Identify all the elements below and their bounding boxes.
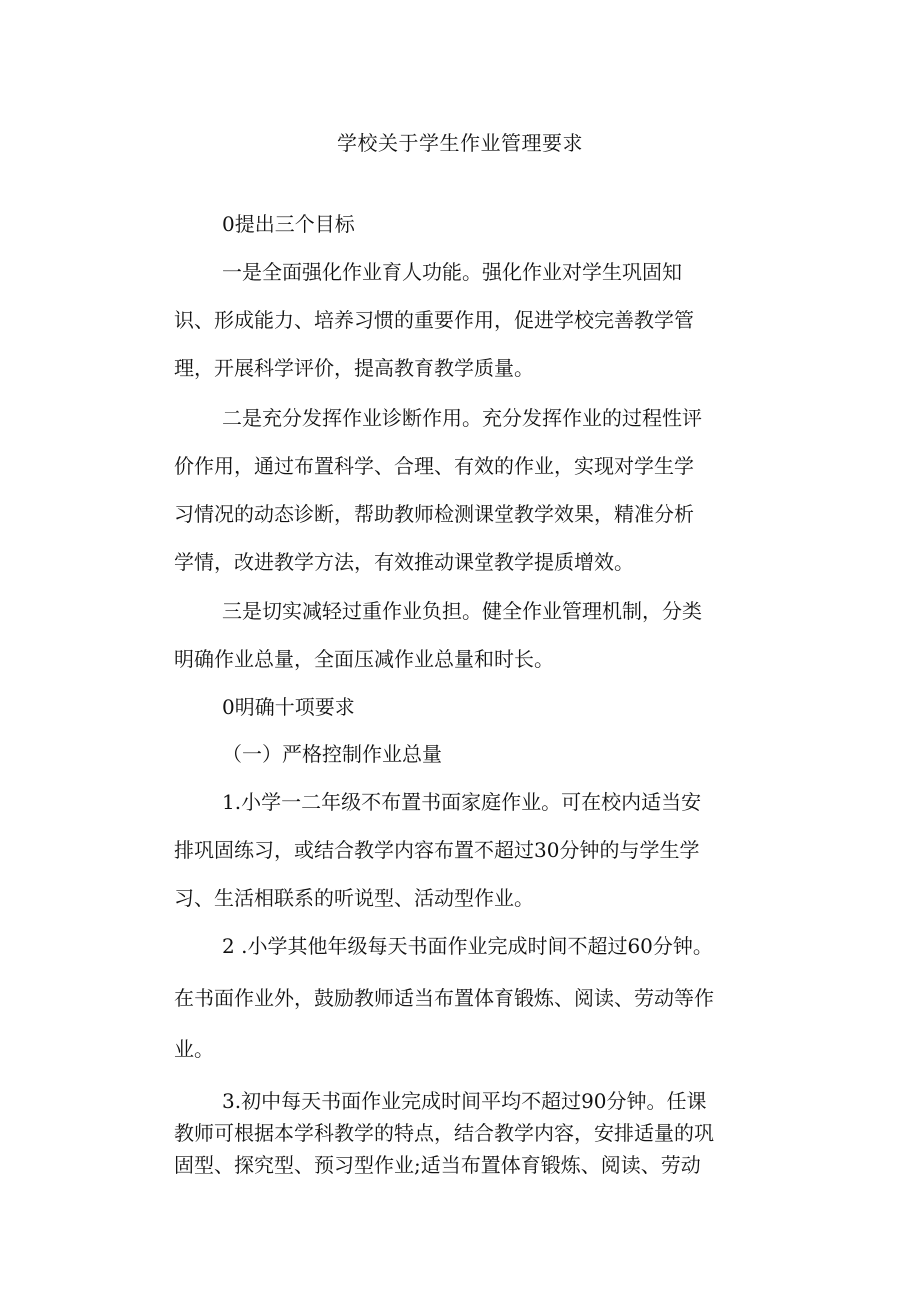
paragraph-line: 在书面作业外，鼓励教师适当布置体育锻炼、阅读、劳动等作	[174, 986, 714, 1010]
paragraph-line: 习情况的动态诊断，帮助教师检测课堂教学效果，精准分析	[174, 502, 694, 526]
paragraph-line: 1.小学一二年级不布置书面家庭作业。可在校内适当安	[222, 790, 702, 814]
paragraph-line: 一是全面强化作业育人功能。强化作业对学生巩固知	[222, 260, 682, 284]
paragraph-line: 识、形成能力、培养习惯的重要作用，促进学校完善教学管	[174, 308, 694, 332]
paragraph-line: 业。	[174, 1037, 214, 1061]
section-heading-requirements: 0明确十项要求	[222, 695, 355, 719]
subsection-heading: （一）严格控制作业总量	[222, 742, 442, 766]
paragraph-line: 排巩固练习，或结合教学内容布置不超过30分钟的与学生学	[174, 838, 700, 862]
paragraph-line: 理，开展科学评价，提高教育教学质量。	[174, 356, 534, 380]
paragraph-line: 二是充分发挥作业诊断作用。充分发挥作业的过程性评	[222, 406, 702, 430]
paragraph-line: 明确作业总量，全面压减作业总量和时长。	[174, 647, 554, 671]
paragraph-line: 习、生活相联系的听说型、活动型作业。	[174, 886, 534, 910]
document-title: 学校关于学生作业管理要求	[337, 131, 583, 155]
paragraph-line: 固型、探究型、预习型作业;适当布置体育锻炼、阅读、劳动	[174, 1153, 701, 1177]
paragraph-line: 三是切实减轻过重作业负担。健全作业管理机制，分类	[222, 599, 702, 623]
paragraph-line: 教师可根据本学科教学的特点，结合教学内容，安排适量的巩	[174, 1121, 714, 1145]
paragraph-line: 价作用，通过布置科学、合理、有效的作业，实现对学生学	[174, 454, 694, 478]
paragraph-line: 学情，改进教学方法，有效推动课堂教学提质增效。	[174, 550, 634, 574]
paragraph-line: 2 .小学其他年级每天书面作业完成时间不超过60分钟。	[222, 934, 713, 958]
section-heading-goals: 0提出三个目标	[222, 212, 355, 236]
paragraph-line: 3.初中每天书面作业完成时间平均不超过90分钟。任课	[222, 1089, 707, 1113]
